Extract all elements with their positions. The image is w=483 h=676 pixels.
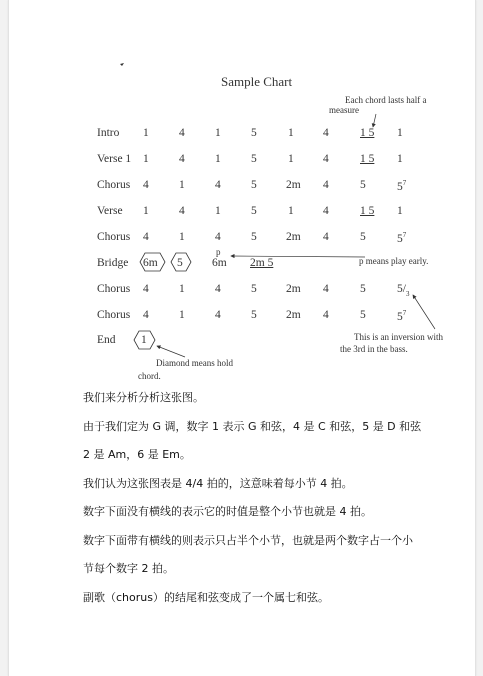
chord-cell-dominant-seventh xyxy=(397,310,406,324)
seventh-superscript: 7 xyxy=(402,231,407,239)
annotation-half-measure-line2: measure xyxy=(329,105,359,115)
chart-title: Sample Chart xyxy=(221,74,293,89)
chord-cell: 4 xyxy=(179,153,185,165)
chord-cell: 1 xyxy=(215,127,221,139)
row-label-chorus: Chorus xyxy=(97,179,131,191)
chord-cell-half-measure: 1 5 xyxy=(360,153,375,165)
chord-cell: 4 xyxy=(179,205,185,217)
note-paragraph: 副歌（chorus）的结尾和弦变成了一个属七和弦。 xyxy=(83,590,329,604)
arrow-diamond xyxy=(157,346,185,357)
row-label-chorus: Chorus xyxy=(97,231,131,243)
chord-cell: 5 xyxy=(251,127,257,139)
chord-cell: 2m xyxy=(286,179,301,191)
chord-cell: 1 xyxy=(179,231,185,243)
chord-cell: 1 xyxy=(143,153,149,165)
chord-value: 5 xyxy=(397,181,403,193)
chord-value: 5 xyxy=(397,233,403,245)
play-early-mark: p xyxy=(216,247,221,257)
note-paragraph: 数字下面没有横线的表示它的时值是整个小节也就是 4 拍。 xyxy=(83,505,372,518)
annotation-play-early: p means play early. xyxy=(359,256,429,266)
arrow-half-measure xyxy=(373,114,376,127)
chord-cell: 4 xyxy=(215,309,221,321)
chord-cell: 1 xyxy=(143,127,149,139)
annotation-half-measure-line1: Each chord lasts half a xyxy=(345,95,427,105)
analysis-notes xyxy=(83,388,463,616)
row-label-chorus: Chorus xyxy=(97,283,131,295)
chord-cell: 5 xyxy=(360,179,366,191)
row-label-verse-1: Verse 1 xyxy=(97,153,132,165)
speck-mark xyxy=(120,63,124,66)
chord-cell: 4 xyxy=(215,231,221,243)
chord-cell: 4 xyxy=(215,283,221,295)
chord-cell: 5 xyxy=(251,153,257,165)
chord-cell: 1 xyxy=(397,153,403,165)
chord-cell: 4 xyxy=(323,179,329,191)
chord-cell-held: 6m xyxy=(143,257,158,269)
note-paragraph: 数字下面带有横线的则表示只占半个小节，也就是两个数字占一个小 xyxy=(83,533,413,547)
note-paragraph: 2 是 Am，6 是 Em。 xyxy=(83,448,191,461)
note-paragraph: 我们认为这张图表是 4/4 拍的，这意味着每小节 4 拍。 xyxy=(83,476,353,490)
chord-cell-held: 5 xyxy=(177,257,183,269)
annotation-inversion-line1: This is an inversion with xyxy=(354,332,443,342)
chord-cell: 1 xyxy=(397,205,403,217)
chord-cell: 1 xyxy=(288,153,294,165)
chord-cell-held: 1 xyxy=(141,334,147,346)
chord-cell: 1 xyxy=(397,127,403,139)
chord-cell: 5 xyxy=(251,283,257,295)
chord-cell-play-early: 6m xyxy=(212,257,227,269)
chord-cell: 4 xyxy=(179,127,185,139)
chord-cell: 4 xyxy=(215,179,221,191)
chord-cell: 5 xyxy=(251,231,257,243)
chord-cell: 1 xyxy=(288,127,294,139)
chord-cell: 4 xyxy=(323,283,329,295)
annotation-inversion-line2: the 3rd in the bass. xyxy=(340,344,408,354)
chord-cell: 1 xyxy=(179,179,185,191)
chord-cell: 4 xyxy=(143,231,149,243)
chord-cell: 2m xyxy=(286,231,301,243)
chord-cell: 4 xyxy=(143,179,149,191)
chord-cell: 4 xyxy=(143,309,149,321)
chord-cell: 5 xyxy=(251,179,257,191)
chord-cell: 2m xyxy=(286,309,301,321)
chord-cell: 5 xyxy=(251,205,257,217)
row-label-end: End xyxy=(97,334,116,346)
chord-cell: 4 xyxy=(323,153,329,165)
chord-cell: 1 xyxy=(179,309,185,321)
chord-cell: 5 xyxy=(360,283,366,295)
note-paragraph: 我们来分析分析这张图。 xyxy=(83,391,204,404)
chord-cell: 4 xyxy=(323,309,329,321)
chord-cell-dominant-seventh xyxy=(397,232,406,246)
row-label-intro: Intro xyxy=(97,127,120,139)
document-page xyxy=(8,0,476,676)
bass-note-subscript: 3 xyxy=(405,290,410,298)
chord-cell: 4 xyxy=(323,205,329,217)
note-paragraph: 节每个数字 2 拍。 xyxy=(83,562,174,575)
chord-cell: 1 xyxy=(143,205,149,217)
chord-cell: 2m xyxy=(286,283,301,295)
chord-cell: 4 xyxy=(143,283,149,295)
arrow-inversion xyxy=(413,295,435,329)
chord-cell: 1 xyxy=(179,283,185,295)
chord-cell-inversion xyxy=(397,284,409,296)
chord-cell: 5 xyxy=(360,309,366,321)
chord-cell: 1 xyxy=(288,205,294,217)
row-label-bridge: Bridge xyxy=(97,257,129,269)
chord-cell: 4 xyxy=(323,231,329,243)
chord-value: 5/ xyxy=(397,283,406,295)
annotation-diamond-line1: Diamond means hold xyxy=(156,358,233,368)
chord-cell-dominant-seventh xyxy=(397,180,406,194)
annotation-diamond-line2: chord. xyxy=(138,371,161,381)
chord-cell: 5 xyxy=(251,309,257,321)
chord-cell: 1 xyxy=(215,153,221,165)
seventh-superscript: 7 xyxy=(402,309,407,317)
chord-cell-half-measure: 1 5 xyxy=(360,127,375,139)
chord-cell: 1 xyxy=(215,205,221,217)
note-paragraph: 由于我们定为 G 调，数字 1 表示 G 和弦，4 是 C 和弦，5 是 D 和弦 xyxy=(83,419,422,433)
sample-chart-figure xyxy=(9,0,475,390)
chord-cell: 4 xyxy=(323,127,329,139)
row-label-verse: Verse xyxy=(97,205,123,217)
seventh-superscript: 7 xyxy=(402,179,407,187)
chord-cell-half-measure: 2m 5 xyxy=(250,257,274,269)
chord-cell-half-measure: 1 5 xyxy=(360,205,375,217)
row-label-chorus: Chorus xyxy=(97,309,131,321)
chord-value: 5 xyxy=(397,311,403,323)
chord-cell: 5 xyxy=(360,231,366,243)
